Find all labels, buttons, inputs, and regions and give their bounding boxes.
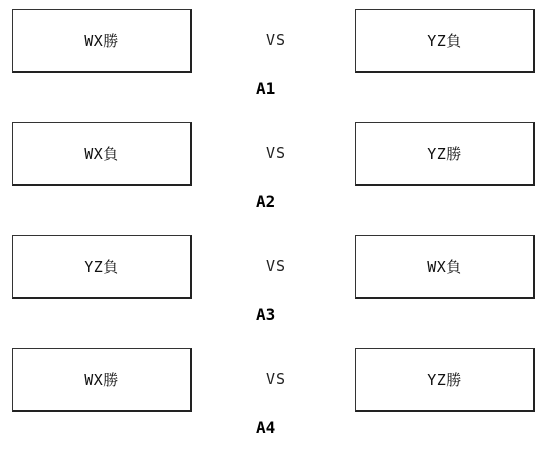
match-id-label: A1: [256, 79, 276, 98]
match-row-a1: [0, 9, 535, 119]
match-row-a2: [0, 122, 535, 232]
right-team-box: YZ勝: [355, 348, 535, 412]
match-id-label: A2: [256, 192, 276, 211]
vs-label: VS: [265, 31, 287, 49]
vs-label: VS: [265, 370, 287, 388]
match-row-a3: [0, 235, 535, 345]
match-id-label: A3: [256, 305, 276, 324]
vs-label: VS: [265, 144, 287, 162]
right-team-box: YZ負: [355, 9, 535, 73]
left-team-box: WX勝: [12, 348, 192, 412]
left-team-box: YZ負: [12, 235, 192, 299]
match-row-a4: [0, 348, 535, 458]
left-team-box: WX勝: [12, 9, 192, 73]
right-team-box: WX負: [355, 235, 535, 299]
match-id-label: A4: [256, 418, 276, 437]
left-team-box: WX負: [12, 122, 192, 186]
vs-label: VS: [265, 257, 287, 275]
right-team-box: YZ勝: [355, 122, 535, 186]
